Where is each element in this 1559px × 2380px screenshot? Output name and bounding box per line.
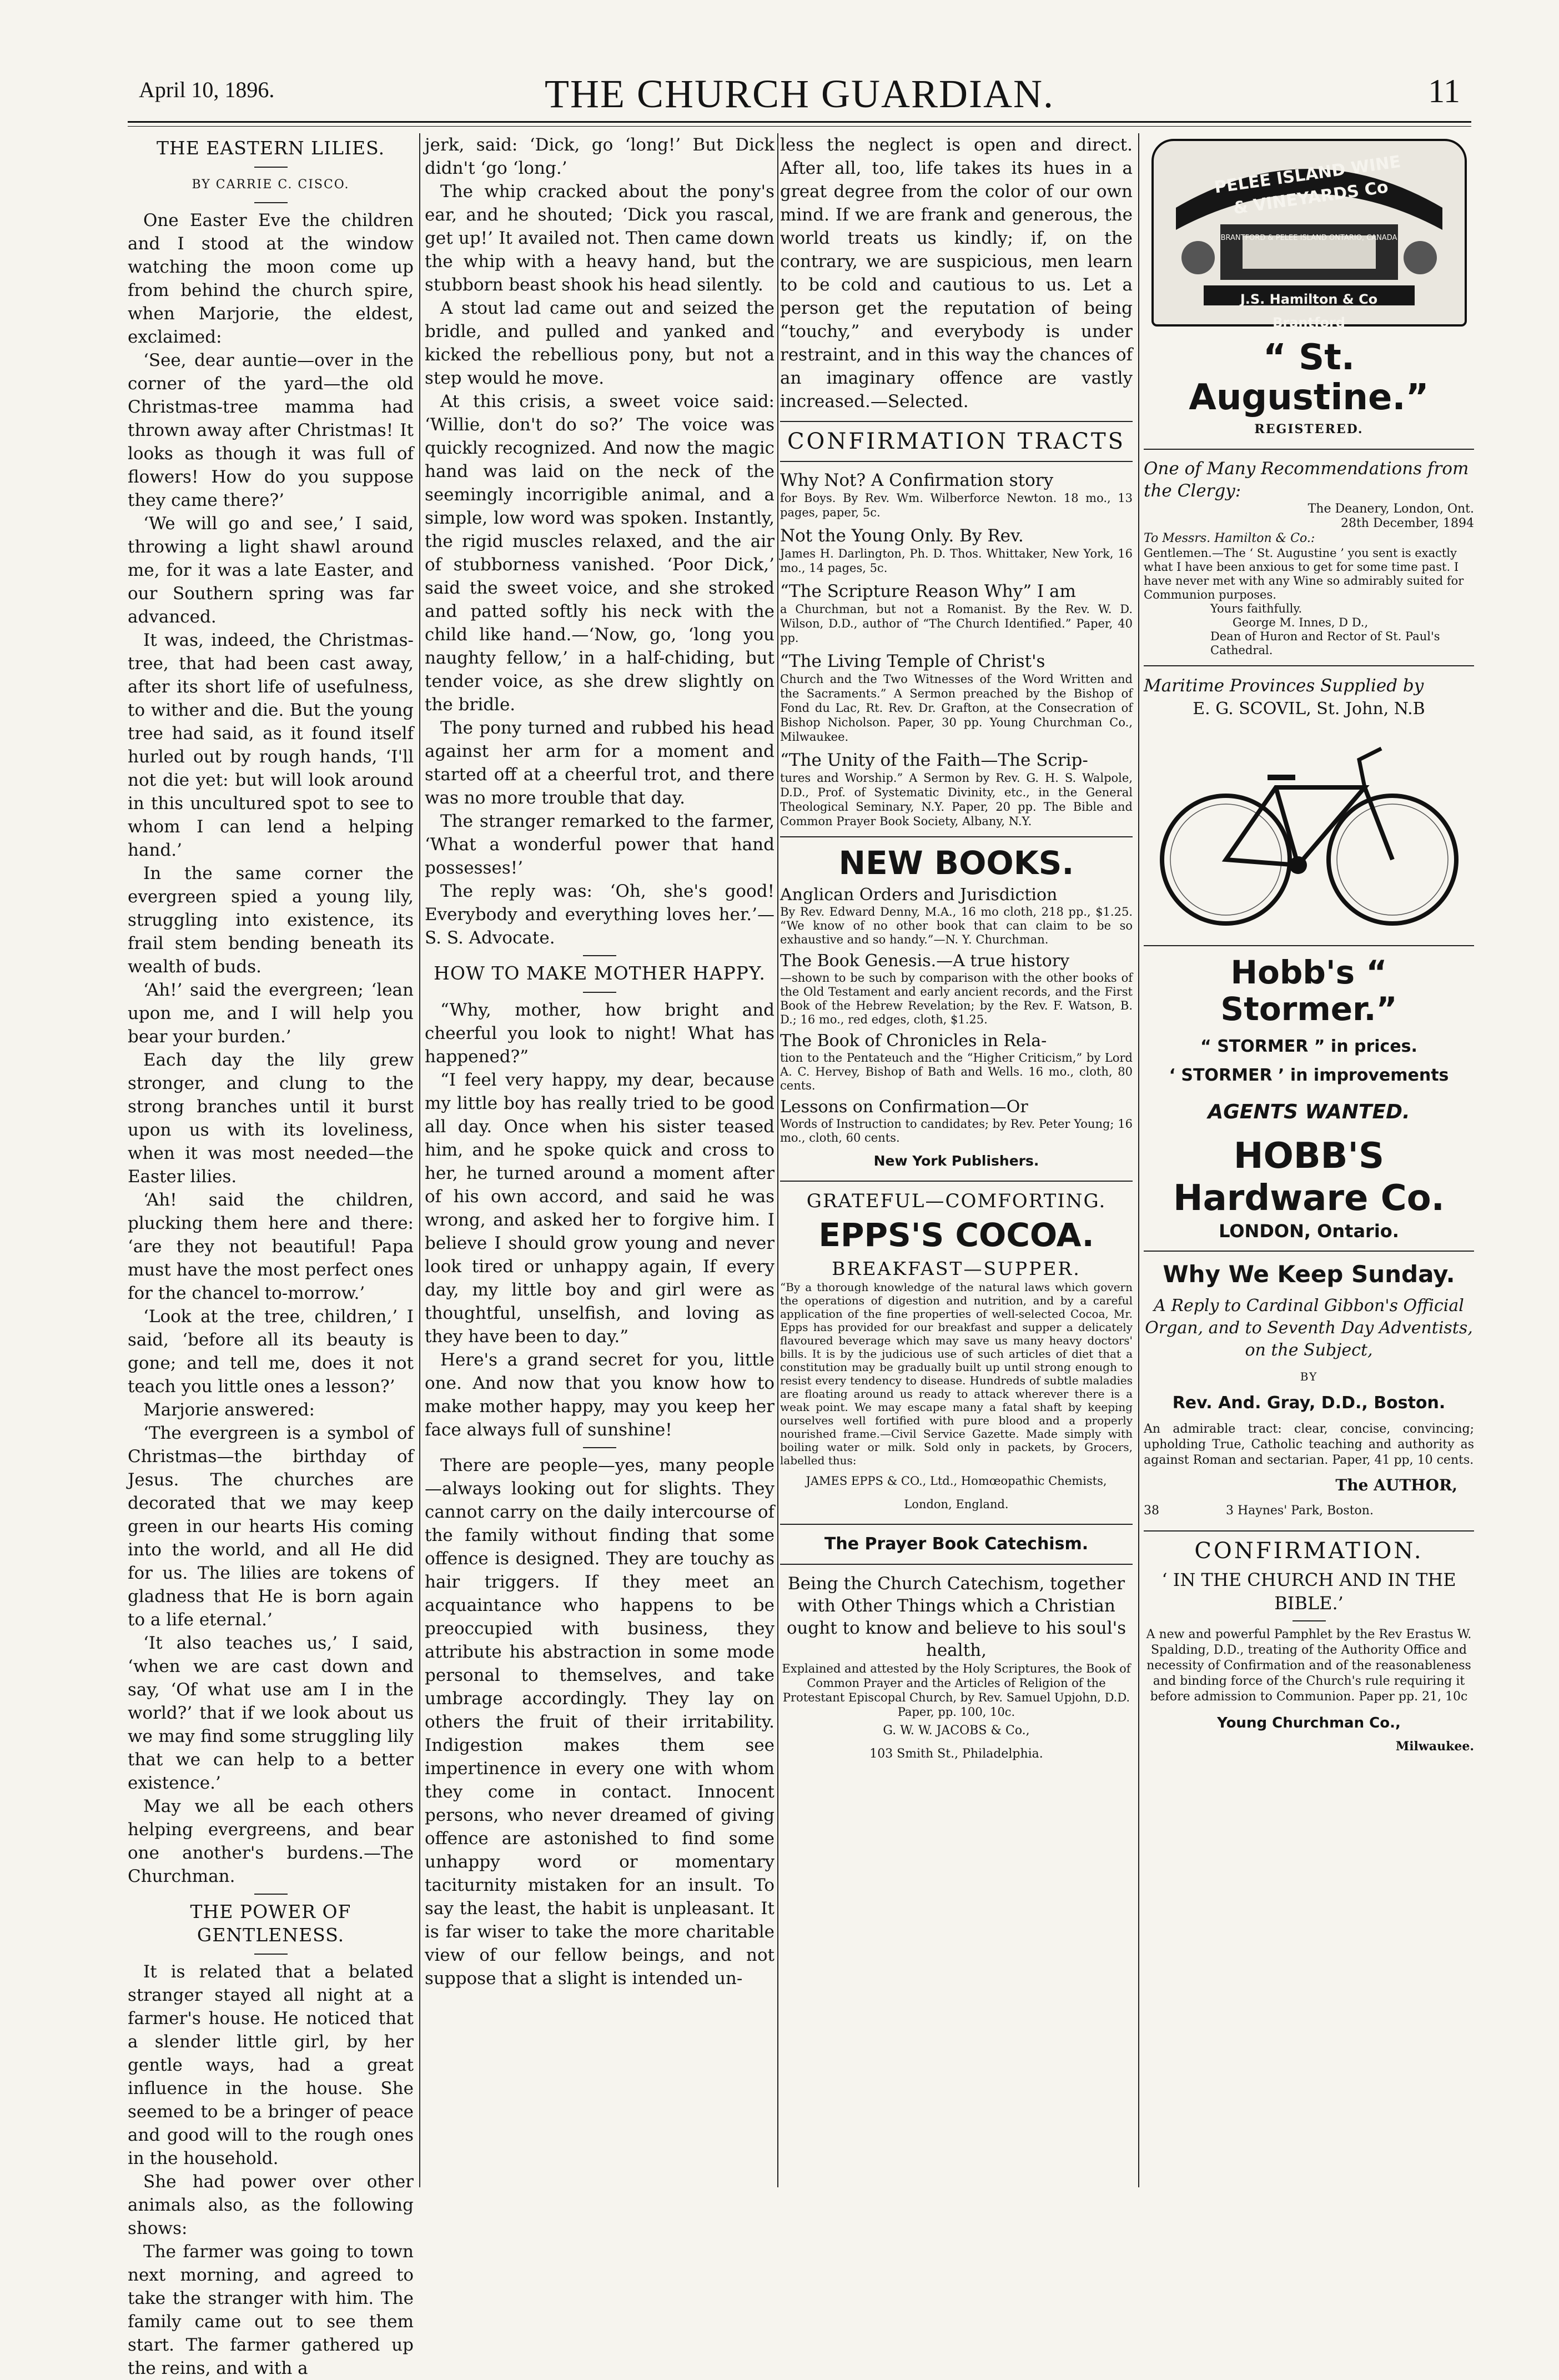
wine-advertisement	[1151, 139, 1467, 330]
grateful-comforting: GRATEFUL—COMFORTING.	[806, 1190, 1107, 1212]
paragraph: “Why, mother, how bright and cheerful you look to night! What has happened?”	[425, 1000, 775, 1067]
letter-body: Gentlemen.—The ‘ St. Augustine ’ you sent is exactly what I have been anxious to get for some time past. I have never met with any Wine so admirably suited for Communion purposes.	[1144, 546, 1464, 601]
why-we-keep-sunday-heading: Why We Keep Sunday.	[1163, 1261, 1455, 1288]
page-number: 11	[1428, 73, 1460, 109]
book-item	[780, 951, 1133, 1027]
paragraph: Each day the lily grew stronger, and clung to the strong branches until it burst upon us with its loveliness, when it was most needed—the Easter lilies.	[128, 1050, 414, 1187]
london-ontario: LONDON, Ontario.	[1219, 1221, 1399, 1242]
divider	[583, 1447, 616, 1448]
stormer-prices: “ STORMER ” in prices.	[1200, 1037, 1417, 1056]
paragraph: May we all be each others helping evergreens, and bear one another's burdens.—The Churchman.	[128, 1796, 414, 1886]
newspaper-title: THE CHURCH GUARDIAN.	[545, 72, 1054, 116]
article-title-power-of-gentleness: THE POWER OF GENTLENESS.	[190, 1901, 351, 1946]
book-item	[780, 1097, 1133, 1145]
masthead	[128, 67, 1471, 128]
paragraph: ‘It also teaches us,’ I said, ‘when we are cast down and say, ‘Of what use am I in the world?’ that if we look about us we may find some struggling lily that we can help to a better existence.’	[128, 1633, 414, 1793]
paragraph: less the neglect is open and direct. After all, too, life takes its hues in a great degree from the color of our own mind. If we are frank and generous, the world treats us kindly; if, on the contrary, we are suspicious, men learn to be cold and cautious to us. Let a person get the reputation of being “touchy,” and everybody is under restraint, and in this way the chances of an imaginary offence are vastly increased.—Selected.	[780, 135, 1133, 411]
article-title-make-mother-happy: HOW TO MAKE MOTHER HAPPY.	[434, 962, 766, 984]
new-books-heading: NEW BOOKS.	[838, 844, 1074, 882]
tract-item	[780, 581, 1133, 645]
bicycle-illustration	[1154, 726, 1465, 937]
column-divider	[419, 133, 420, 2187]
publisher-line: New York Publishers.	[873, 1153, 1039, 1169]
tract-title: “The Living Temple of Christ's	[780, 651, 1045, 671]
young-churchman: Young Churchman Co.,	[1217, 1715, 1401, 1731]
divider	[254, 1894, 288, 1895]
agents-wanted: AGENTS WANTED.	[1208, 1101, 1410, 1123]
wine-place: BRANTFORD & PELEE ISLAND ONTARIO, CANADA	[1220, 234, 1397, 242]
prayer-book-publisher: G. W. W. JACOBS & Co.,	[883, 1724, 1030, 1738]
letter-to: To Messrs. Hamilton & Co.:	[1144, 531, 1315, 545]
paragraph: At this crisis, a sweet voice said: ‘Willie, don't do so?’ The voice was quickly recognized. And now the magic hand was laid on the neck of the seemingly incorrigible animal, and a simple, low word was spoken. Instantly, the rigid muscles relaxed, and the air of stubborness vanished. ‘Poor Dick,’ said the sweet voice, and she stroked and patted softly his neck with the child like hand.—‘Now, go, ‘long you naughty fellow,’ in a half-chiding, but tender voice, as she drew slightly on the bridle.	[425, 391, 775, 715]
milwaukee-label: Milwaukee.	[1395, 1739, 1474, 1754]
prayer-book-body: Being the Church Catechism, together with Other Things which a Christian ought to know and believe to his soul's health,	[786, 1574, 1126, 1660]
tract-title: Not the Young Only. By Rev.	[780, 526, 1024, 546]
divider	[1144, 1251, 1474, 1252]
tract-title: Why Not? A Confirmation story	[780, 470, 1054, 490]
registered-label: REGISTERED.	[1254, 422, 1364, 436]
paragraph: It was, indeed, the Christmas-tree, that had been cast away, after its short life of usefulness, to wither and die. But the young tree had said, as it found itself hurled out by rough hands, ‘I'll not die yet: but will look around in this uncultured spot to see to whom I can lend a helping hand.’	[128, 630, 414, 860]
paragraph: ‘Ah!’ said the evergreen; ‘lean upon me, and I will help you bear your burden.’	[128, 980, 414, 1047]
letter-signature: George M. Innes, D D.,	[1233, 616, 1369, 629]
paragraph: The pony turned and rubbed his head against her arm for a moment and started off at a cheerful trot, and there was no more trouble that day.	[425, 718, 775, 808]
prayer-book-description: Explained and attested by the Holy Scriptures, the Book of Common Prayer and the Articles of Religion of the Protestant Episcopal Church, by Rev. Samuel Upjohn, D.D. Paper, pp. 100, 10c.	[782, 1662, 1131, 1719]
confirmation-description: A new and powerful Pamphlet by the Rev Erastus W. Spalding, D.D., treating of the Authority Office and necessity of Confirmation and of the reasonableness and binding force of the Church's rule requiring it before admission to Communion. Paper pp. 21, 10c	[1146, 1628, 1472, 1704]
by-label: BY	[1300, 1370, 1318, 1383]
column-divider	[777, 133, 778, 2187]
tracts-heading: CONFIRMATION TRACTS	[787, 429, 1126, 454]
maritime-label: Maritime Provinces Supplied by	[1144, 676, 1424, 696]
paragraph: A stout lad came out and seized the bridle, and pulled and yanked and kicked the rebellious pony, but not a step would he move.	[425, 298, 775, 388]
address-street: 3 Haynes' Park, Boston.	[1226, 1504, 1374, 1518]
sunday-description: An admirable tract: clear, concise, convincing; upholding True, Catholic teaching and authority as against Roman and sectarian. Paper, 41 pp, 10 cents.	[1144, 1422, 1474, 1467]
paragraph: The whip cracked about the pony's ear, and he shouted; ‘Dick you rascal, get up!’ It availed not. Then came down the whip with a heavy hand, but the stubborn beast shook his head silently.	[425, 182, 775, 295]
in-the-church-subtitle: ‘ IN THE CHURCH AND IN THE BIBLE.’	[1161, 1569, 1456, 1614]
tract-title: “The Scripture Reason Why” I am	[780, 581, 1076, 601]
tract-item	[780, 651, 1133, 744]
divider	[780, 461, 1133, 462]
paragraph: One Easter Eve the children and I stood at the window watching the moon come up from behind the church spire, when Marjorie, the eldest, exclaimed:	[128, 210, 414, 347]
divider	[254, 167, 288, 168]
stormer-improvements: ‘ STORMER ’ in improvements	[1169, 1066, 1449, 1085]
column-divider	[1138, 133, 1139, 2187]
divider	[1144, 449, 1474, 450]
article-title-eastern-lilies: THE EASTERN LILIES.	[156, 137, 385, 159]
wine-banner: PELEE ISLAND WINE & VINEYARDS Co	[1213, 152, 1402, 219]
book-description: —shown to be such by comparison with the other books of the Old Testament and early ancient records, and the First Book of the Hebrew Revelation; by the Rev. F. Watson, B. D.; 16 mo., red edges, cloth, $1.25.	[780, 971, 1133, 1026]
wine-agent: J.S. Hamilton & Co Brantford	[1240, 292, 1378, 330]
tract-description: tures and Worship.” A Sermon by Rev. G. H. S. Walpole, D.D., Prof. of Systematic Divinity, etc., in the General Theological Seminary, N.Y. Paper, 20 pp. The Bible and Common Prayer Book Society, Albany, N.Y.	[780, 771, 1133, 828]
tract-description: for Boys. By Rev. Wm. Wilberforce Newton. 18 mo., 13 pages, paper, 5c.	[780, 491, 1133, 519]
book-item	[780, 885, 1133, 947]
divider	[254, 1954, 288, 1955]
epps-cocoa-heading: EPPS'S COCOA.	[818, 1216, 1094, 1254]
st-augustine-heading: “ St. Augustine.”	[1189, 337, 1429, 418]
divider	[1144, 1530, 1474, 1532]
divider	[254, 202, 288, 203]
byline: BY CARRIE C. CISCO.	[192, 178, 350, 192]
book-description: By Rev. Edward Denny, M.A., 16 mo cloth, 218 pp., $1.25. “We know of no other book that can claim to be so exhaustive and so handy.”—N. Y. Churchman.	[780, 905, 1133, 946]
divider	[780, 1181, 1133, 1182]
column-2	[425, 133, 775, 2187]
breakfast-supper: BREAKFAST—SUPPER.	[832, 1258, 1081, 1279]
hobbs-stormer-heading: Hobb's “ Stormer.”	[1220, 953, 1397, 1028]
paragraph: ‘Look at the tree, children,’ I said, ‘before all its beauty is gone; and tell me, does it not teach you little ones a lesson?’	[128, 1307, 414, 1397]
divider	[780, 421, 1133, 422]
column-3	[780, 133, 1133, 2187]
prayer-book-address: 103 Smith St., Philadelphia.	[869, 1747, 1043, 1761]
issue-date: April 10, 1896.	[139, 77, 275, 102]
paragraph: The stranger remarked to the farmer, ‘What a wonderful power that hand possesses!’	[425, 811, 775, 878]
book-title: Anglican Orders and Jurisdiction	[780, 885, 1058, 905]
paragraph: In the same corner the evergreen spied a young lily, struggling into existence, its frail stem bending beneath its wealth of buds.	[128, 863, 414, 977]
tract-item	[780, 470, 1133, 520]
address-number: 38	[1144, 1504, 1159, 1518]
paragraph: It is related that a belated stranger stayed all night at a farmer's house. He noticed that a slender little girl, by her gentle ways, had a great influence in the house. She seemed to be a bringer of peace and good will to the rough ones in the household.	[128, 1962, 414, 2168]
recommendation-heading: One of Many Recommendations from the Clergy:	[1144, 459, 1469, 501]
letter-date: 28th December, 1894	[1340, 516, 1474, 530]
paragraph: ‘Ah! said the children, plucking them here and there: ‘are they not beautiful! Papa must have the most perfect ones for the chancel to-morrow.’	[128, 1190, 414, 1303]
divider	[780, 1524, 1133, 1525]
divider	[583, 992, 616, 993]
prayer-book-heading: The Prayer Book Catechism.	[824, 1534, 1089, 1554]
paragraph: ‘The evergreen is a symbol of Christmas—the birthday of Jesus. The churches are decorated that we may keep green in our hearts His coming into the world, and all He did for us. The lilies are tokens of gladness that He is born again to a life eternal.’	[128, 1423, 414, 1630]
book-title: The Book of Chronicles in Rela-	[780, 1031, 1047, 1051]
paragraph: Marjorie answered:	[143, 1400, 315, 1420]
divider	[1144, 945, 1474, 946]
hobbs-hardware-heading: HOBB'S Hardware Co.	[1173, 1136, 1445, 1219]
book-description: tion to the Pentateuch and the “Higher Criticism,” by Lord A. C. Hervey, Bishop of Bath and Wells. 16 mo., cloth, 80 cents.	[780, 1051, 1133, 1092]
letter-close: Yours faithfully.	[1210, 602, 1302, 615]
book-item	[780, 1031, 1133, 1093]
divider	[780, 1564, 1133, 1565]
sunday-subtitle: A Reply to Cardinal Gibbon's Official Organ, and to Seventh Day Adventists, on the Subject,	[1145, 1296, 1473, 1360]
paragraph: ‘See, dear auntie—over in the corner of the yard—the old Christmas-tree mamma had thrown away after Christmas! It looks as though it was full of flowers! How do you suppose they came there?’	[128, 350, 414, 510]
paragraph: “I feel very happy, my dear, because my little boy has really tried to be good all day. Once when his sister teased him, and he spoke quick and cross to her, he turned around a moment after of his own accord, and said he was wrong, and asked her to forgive him. I believe I should grow young and never look tired or unhappy again, If every day, my little boy and girl were as thoughtful, unselfish, and loving as they have been to day.”	[425, 1070, 775, 1347]
epps-maker: JAMES EPPS & CO., Ltd., Homœopathic Chemists, London, England.	[806, 1474, 1107, 1511]
scovil-line: E. G. SCOVIL, St. John, N.B	[1193, 699, 1425, 719]
masthead-rule	[128, 121, 1471, 127]
column-4	[1144, 133, 1474, 2187]
paragraph: The reply was: ‘Oh, she's good! Everybody and everything loves her.’—S. S. Advocate.	[425, 881, 775, 948]
tract-description: a Churchman, but not a Romanist. By the Rev. W. D. Wilson, D.D., author of “The Church Identified.” Paper, 40 pp.	[780, 602, 1133, 645]
tract-item	[780, 750, 1133, 829]
book-title: Lessons on Confirmation—Or	[780, 1097, 1028, 1117]
epps-description: “By a thorough knowledge of the natural laws which govern the operations of digestion and nutrition, and by a careful application of the fine properties of well-selected Cocoa, Mr. Epps has provided for our breakfast and supper a delicately flavoured beverage which may save us many heavy doctors' bills. It is by the judicious use of such articles of diet that a constitution may be gradually built up until strong enough to resist every tendency to disease. Hundreds of subtle maladies are floating around us ready to attack wherever there is a weak point. We may escape many a fatal shaft by keeping ourselves well fortified with pure blood and a properly nourished frame.—Civil Service Gazette. Made simply with boiling water or milk. Sold only in packets, by Grocers, labelled thus:	[780, 1281, 1133, 1467]
tract-description: James H. Darlington, Ph. D. Thos. Whittaker, New York, 16 mo., 14 pages, 5c.	[780, 547, 1133, 575]
divider	[583, 955, 616, 956]
tract-title: “The Unity of the Faith—The Scrip-	[780, 750, 1088, 770]
column-1	[128, 133, 414, 2378]
divider	[780, 836, 1133, 837]
sunday-author: Rev. And. Gray, D.D., Boston.	[1172, 1393, 1446, 1413]
paragraph: ‘We will go and see,’ I said, throwing a light shawl around me, for it was a late Easter, and our Southern spring was far advanced.	[128, 514, 414, 627]
paragraph: There are people—yes, many people—always looking out for slights. They cannot carry on the daily intercourse of the family without finding that some offence is designed. They are touchy as hair triggers. If they meet an acquaintance who happens to be preoccupied with business, they attribute his abstraction in some mode personal to themselves, and take umbrage accordingly. They lay on others the fruit of their irritability. Indigestion makes them see impertinence in every one with whom they come in contact. Innocent persons, who never dreamed of giving offence are astonished to find some unhappy word or momentary taciturnity mistaken for an insult. To say the least, the habit is unpleasant. It is far wiser to take the more charitable view of our fellow beings, and not suppose that a slight is intended un-	[425, 1455, 775, 1989]
paragraph: jerk, said: ‘Dick, go ‘long!’ But Dick didn't ‘go ‘long.’	[425, 135, 775, 178]
letter-from: The Deanery, London, Ont.	[1307, 502, 1474, 516]
confirmation-heading: CONFIRMATION.	[1194, 1538, 1424, 1564]
paragraph: Here's a grand secret for you, little one. And now that you know how to make mother happy, may you keep her face always full of sunshine!	[425, 1350, 775, 1440]
tract-description: Church and the Two Witnesses of the Word Written and the Sacraments.” A Sermon preached by the Bishop of Fond du Lac, Rt. Rev. Dr. Grafton, at the Consecration of Bishop Nicholson. Paper, 30 pp. Young Churchman Co., Milwaukee.	[780, 672, 1133, 744]
the-author-label: The AUTHOR,	[1335, 1476, 1457, 1494]
author-address	[1144, 1499, 1474, 1523]
book-title: The Book Genesis.—A true history	[780, 951, 1070, 971]
paragraph: The farmer was going to town next morning, and agreed to take the stranger with him. The family came out to see them start. The farmer gathered up the reins, and with a	[128, 2242, 414, 2378]
paragraph: She had power over other animals also, as the following shows:	[128, 2172, 414, 2238]
divider	[1293, 1620, 1326, 1621]
book-description: Words of Instruction to candidates; by Rev. Peter Young; 16 mo., cloth, 60 cents.	[780, 1117, 1133, 1144]
letter-signature-title: Dean of Huron and Rector of St. Paul's Cathedral.	[1210, 630, 1440, 657]
tract-item	[780, 525, 1133, 575]
divider	[1144, 665, 1474, 666]
